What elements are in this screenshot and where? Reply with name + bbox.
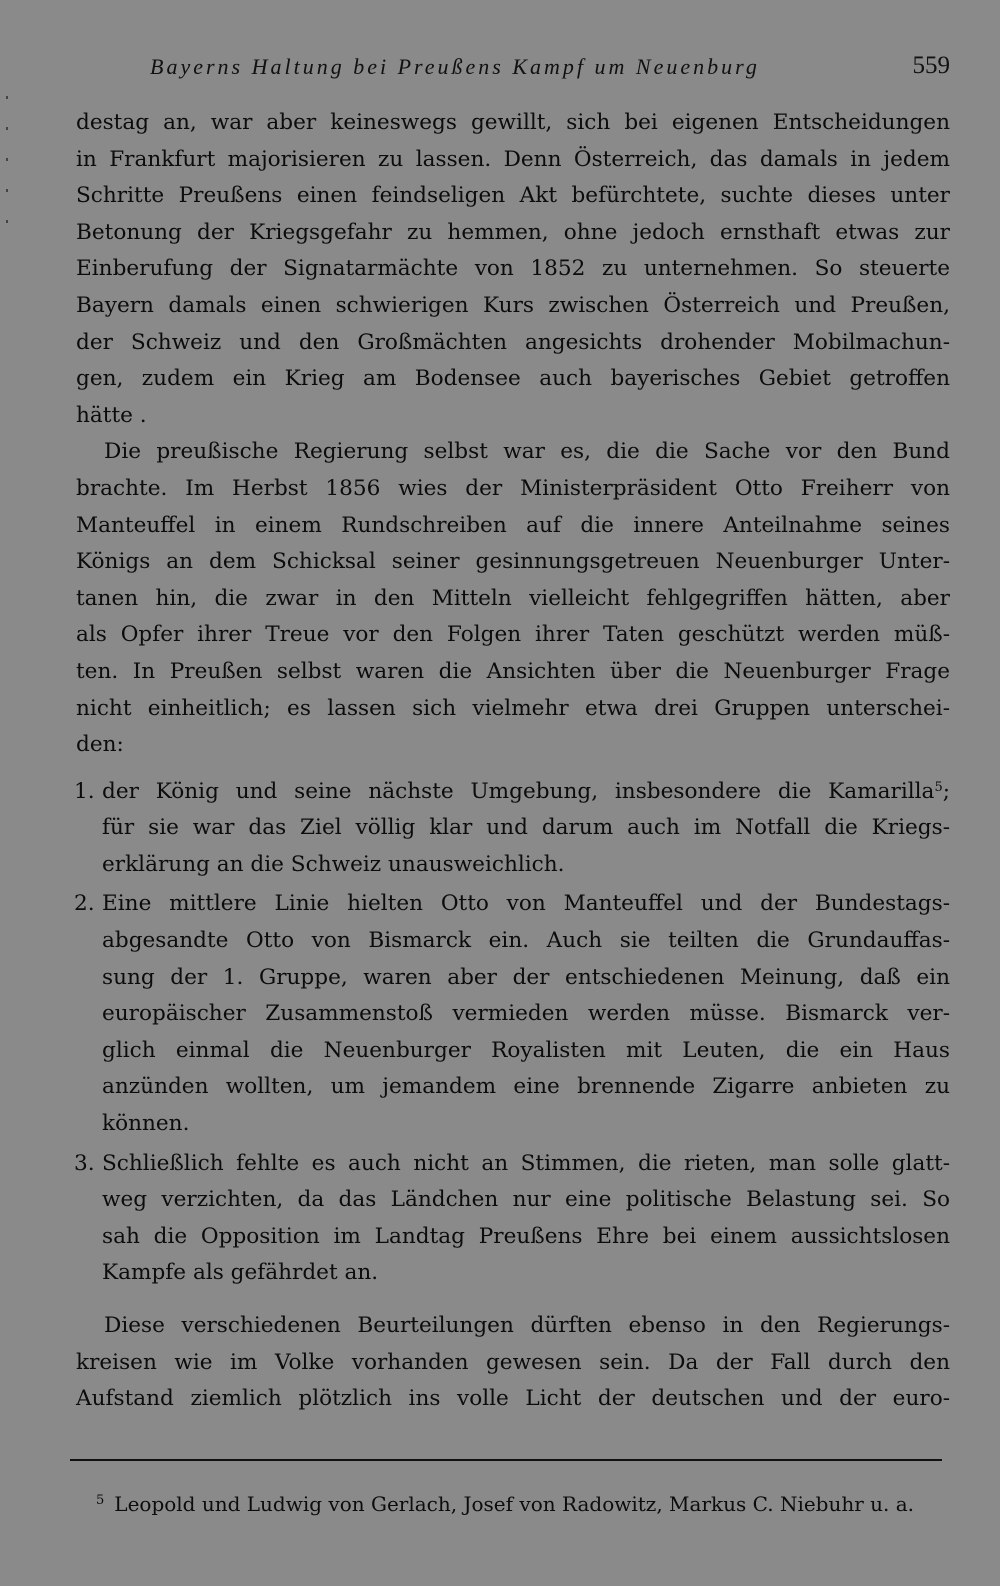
text-line: den:: [76, 732, 124, 758]
text-line: Aufstand ziemlich plötzlich ins volle Licht der deutschen und der euro-: [76, 1386, 950, 1412]
footnote-rule: [70, 1459, 942, 1461]
text-line: nicht einheitlich; es lassen sich vielmehr etwa drei Gruppen unterschei-: [76, 695, 950, 721]
text-line: tanen hin, die zwar in den Mitteln vielleicht fehlgegriffen hätten, aber: [76, 585, 950, 611]
text-line: ten. In Preußen selbst waren die Ansichten über die Neuenburger Frage: [76, 658, 950, 684]
running-title: Bayerns Haltung bei Preußens Kampf um Neuenburg: [150, 54, 760, 79]
margin-mark: [6, 127, 8, 130]
list-number: 1.: [74, 778, 95, 804]
text-line: anzünden wollten, um jemandem eine brennende Zigarre anbieten zu: [102, 1074, 950, 1100]
margin-mark: [6, 158, 8, 161]
text-line: hätte .: [76, 402, 147, 428]
text-line: der Schweiz und den Großmächten angesichts drohender Mobilmachun-: [76, 329, 950, 355]
punctuation: ;: [942, 778, 950, 804]
body-text: [76, 105, 950, 1418]
list-item: [76, 886, 950, 1142]
text-line: Betonung der Kriegsgefahr zu hemmen, ohne jedoch ernsthaft etwas zur: [76, 219, 950, 245]
text-line: glich einmal die Neuenburger Royalisten mit Leuten, die ein Haus: [102, 1037, 950, 1063]
footnote: [96, 1486, 942, 1519]
margin-mark: [6, 96, 8, 99]
text-line: sah die Opposition im Landtag Preußens Ehre bei einem aussichtslosen: [102, 1223, 950, 1249]
text-line: destag an, war aber keineswegs gewillt, sich bei eigenen Entscheidungen: [76, 110, 950, 135]
text-line: Die preußische Regierung selbst war es, die die Sache vor den Bund: [104, 439, 950, 465]
text-line: Schritte Preußens einen feindseligen Akt befürchtete, suchte dieses unter: [76, 183, 950, 209]
footnote-text: Leopold und Ludwig von Gerlach, Josef von Radowitz, Markus C. Niebuhr u. a.: [114, 1492, 915, 1516]
list-number: 2.: [74, 891, 95, 917]
text-line: gen, zudem ein Krieg am Bodensee auch bayerisches Gebiet getroffen: [76, 366, 950, 392]
text-line: Schließlich fehlte es auch nicht an Stimmen, die rieten, man solle glatt-: [102, 1150, 950, 1176]
text-line: abgesandte Otto von Bismarck ein. Auch sie teilten die Grundauffas-: [102, 928, 950, 954]
text-line: brachte. Im Herbst 1856 wies der Ministerpräsident Otto Freiherr von: [76, 475, 950, 501]
text-line: können.: [102, 1111, 190, 1137]
list-item: [76, 1146, 950, 1292]
paragraph-2: [76, 434, 950, 763]
text-line: Königs an dem Schicksal seiner gesinnungsgetreuen Neuenburger Unter-: [76, 549, 950, 575]
margin-mark: [6, 220, 8, 223]
list-item: [76, 774, 950, 884]
margin-marks: [6, 96, 10, 246]
footnote-ref: 5: [934, 779, 943, 795]
footnote-mark: 5: [96, 1493, 105, 1508]
page-header: [150, 50, 950, 86]
margin-mark: [6, 189, 8, 192]
text-line: Eine mittlere Linie hielten Otto von Manteuffel und der Bundestags-: [102, 891, 950, 917]
text-line: Diese verschiedenen Beurteilungen dürften ebenso in den Regierungs-: [104, 1313, 950, 1338]
paragraph-3: [76, 1308, 950, 1418]
text-line: für sie war das Ziel völlig klar und darum auch im Notfall die Kriegs-: [102, 815, 950, 841]
text-line: Manteuffel in einem Rundschreiben auf die innere Anteilnahme seines: [76, 512, 950, 538]
page-number: 559: [912, 52, 950, 79]
text-line: europäischer Zusammenstoß vermieden werden müsse. Bismarck ver-: [102, 1001, 950, 1027]
text-line: erklärung an die Schweiz unausweichlich.: [102, 851, 565, 877]
text-line: als Opfer ihrer Treue vor den Folgen ihrer Taten geschützt werden müß-: [76, 622, 950, 648]
list-number: 3.: [74, 1150, 95, 1176]
text-fragment: der König und seine nächste Umgebung, insbesondere die Kamarilla: [102, 778, 935, 804]
text-line: [102, 774, 950, 811]
text-line: sung der 1. Gruppe, waren aber der entschiedenen Meinung, daß ein: [102, 964, 950, 990]
text-line: weg verzichten, da das Ländchen nur eine politische Belastung sei. So: [102, 1187, 950, 1213]
text-line: Kampfe als gefährdet an.: [102, 1260, 379, 1286]
text-line: Bayern damals einen schwierigen Kurs zwischen Österreich und Preußen,: [76, 292, 950, 318]
text-line: kreisen wie im Volke vorhanden gewesen sein. Da der Fall durch den: [76, 1349, 950, 1375]
numbered-list: [76, 774, 950, 1292]
paragraph-1: [76, 105, 950, 434]
text-line: in Frankfurt majorisieren zu lassen. Denn Österreich, das damals in jedem: [76, 146, 950, 172]
text-line: Einberufung der Signatarmächte von 1852 zu unternehmen. So steuerte: [76, 256, 950, 282]
